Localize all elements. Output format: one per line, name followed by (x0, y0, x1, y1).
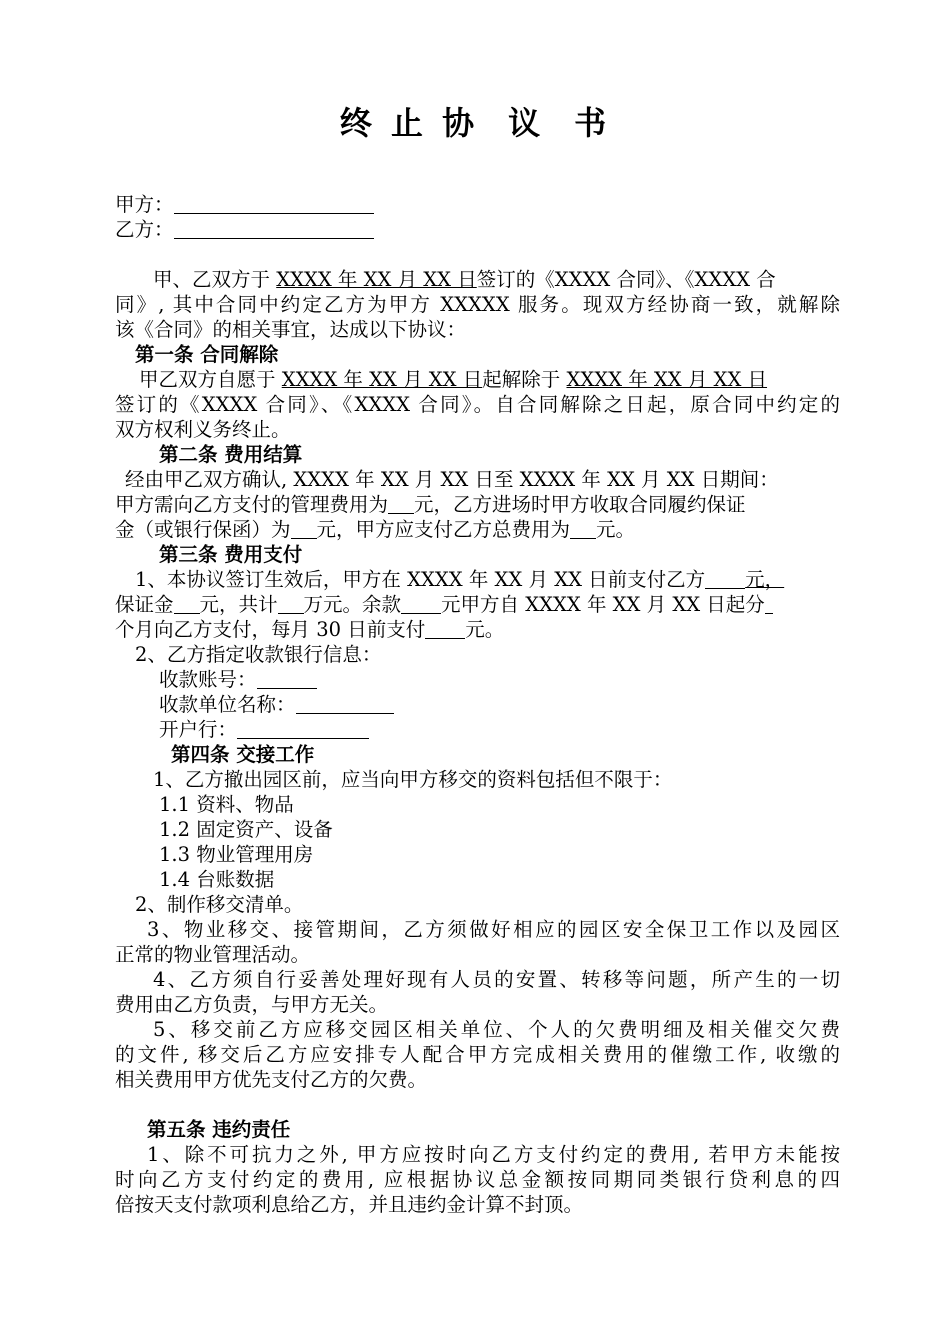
article-4-sub-3: 1.3 物业管理用房 (159, 843, 314, 866)
article-text: 甲方需向乙方支付的管理费用为 (115, 493, 389, 516)
article-4-item-1: 1、乙方撤出园区前，应当向甲方移交的资料包括但不限于： (153, 768, 673, 791)
bank-name-line (115, 717, 840, 742)
preamble-line-2: 同》, 其中合同中约定乙方为甲方 XXXXX 服务。现双方经协商一致，就解除 (115, 293, 840, 316)
article-4-item-3-line-2: 正常的物业管理活动。 (115, 943, 311, 966)
party-b-line (115, 217, 840, 242)
article-4-sub-2: 1.2 固定资产、设备 (159, 818, 333, 841)
bank-info-heading: 2、乙方指定收款银行信息： (135, 643, 382, 666)
article-text: 元， (745, 568, 785, 591)
bank-account-label: 收款账号： (159, 668, 257, 691)
article-4-item-5-line-1: 5、移交前乙方应移交园区相关单位、个人的欠费明细及相关催交欠费 (153, 1018, 840, 1041)
amount-blank (425, 619, 465, 639)
article-date: XXXX 年 XX 月 XX 日 (281, 368, 483, 391)
article-2-line-3 (115, 517, 840, 542)
bank-company-blank (296, 694, 394, 714)
article-1-heading: 第一条 合同解除 (135, 343, 279, 366)
bank-name-label: 开户行： (159, 718, 238, 741)
preamble-line-1 (115, 267, 840, 292)
article-text: 保证金 (115, 593, 174, 616)
bank-name-blank (237, 719, 369, 739)
article-1-line-1 (115, 367, 840, 392)
article-text: 1、本协议签订生效后，甲方在 XXXX 年 XX 月 XX 日前支付乙方 (135, 568, 706, 591)
article-3-line-3 (115, 617, 840, 642)
article-5-line-2: 时向乙方支付约定的费用, 应根据协议总金额按同期同类银行贷利息的四 (115, 1168, 840, 1191)
amount-blank (705, 569, 745, 589)
article-text: 元，甲方应支付乙方总费用为 (316, 518, 571, 541)
title-part-2: 议 (508, 104, 545, 142)
amount-blank (291, 519, 317, 539)
party-a-blank (174, 194, 374, 214)
article-text: 起解除于 (482, 368, 567, 391)
amount-blank (174, 594, 200, 614)
article-4-item-5-line-2: 的文件, 移交后乙方应安排专人配合甲方完成相关费用的催缴工作, 收缴的 (115, 1043, 840, 1066)
article-text: 元，乙方进场时甲方收取合同履约保证 (414, 493, 746, 516)
amount-blank (765, 594, 773, 614)
article-5-heading: 第五条 违约责任 (147, 1118, 291, 1141)
article-4-item-2: 2、制作移交清单。 (135, 893, 304, 916)
bank-company-label: 收款单位名称： (159, 693, 296, 716)
title-part-1: 终 止 协 (339, 104, 479, 142)
amount-blank (278, 594, 304, 614)
preamble-text: 签订的《XXXX 合同》、《XXXX 合 (476, 268, 776, 291)
article-4-heading: 第四条 交接工作 (171, 743, 315, 766)
article-text: 元。 (596, 518, 636, 541)
article-2-line-1: 经由甲乙双方确认, XXXX 年 XX 月 XX 日至 XXXX 年 XX 月 XX 日期间： (125, 468, 779, 491)
party-a-label: 甲方： (115, 193, 174, 216)
article-5-line-1: 1、除不可抗力之外, 甲方应按时向乙方支付约定的费用, 若甲方未能按 (147, 1143, 840, 1166)
bank-account-blank (257, 669, 317, 689)
bank-company-line (115, 692, 840, 717)
article-text: 万元。余款 (303, 593, 402, 616)
party-b-label: 乙方： (115, 218, 174, 241)
article-4-item-4-line-1: 4、乙方须自行妥善处理好现有人员的安置、转移等问题，所产生的一切 (153, 968, 840, 991)
article-4-item-3-line-1: 3、物业移交、接管期间，乙方须做好相应的园区安全保卫工作以及园区 (147, 918, 840, 941)
article-text: 元甲方自 XXXX 年 XX 月 XX 日起分 (441, 593, 765, 616)
document-body (115, 192, 840, 1217)
article-date: XXXX 年 XX 月 XX 日 (566, 368, 768, 391)
party-a-line (115, 192, 840, 217)
article-4-item-5-line-3: 相关费用甲方优先支付乙方的欠费。 (115, 1068, 428, 1091)
article-2-line-2 (115, 492, 840, 517)
amount-blank (388, 494, 414, 514)
article-3-line-2 (115, 592, 840, 617)
title-part-3: 书 (574, 104, 611, 142)
document-title (0, 98, 950, 144)
article-3-line-1 (115, 567, 840, 592)
article-2-heading: 第二条 费用结算 (159, 443, 303, 466)
article-text: 个月向乙方支付，每月 30 日前支付 (115, 618, 426, 641)
article-3-heading: 第三条 费用支付 (159, 543, 303, 566)
article-5-line-3: 倍按天支付款项利息给乙方，并且违约金计算不封顶。 (115, 1193, 584, 1216)
article-text: 金（或银行保函）为 (115, 518, 291, 541)
preamble-text: 甲、乙双方于 (153, 268, 277, 291)
article-1-line-3: 双方权利义务终止。 (115, 418, 291, 441)
preamble-line-3: 该《合同》的相关事宜，达成以下协议： (115, 318, 467, 341)
article-text: 元。 (465, 618, 505, 641)
amount-blank (401, 594, 441, 614)
article-text: 甲乙双方自愿于 (139, 368, 282, 391)
amount-blank (570, 519, 596, 539)
party-b-blank (174, 219, 374, 239)
article-4-item-4-line-2: 费用由乙方负责，与甲方无关。 (115, 993, 389, 1016)
article-4-sub-1: 1.1 资料、物品 (159, 793, 294, 816)
article-4-sub-4: 1.4 台账数据 (159, 868, 275, 891)
article-1-line-2: 签订的《XXXX 合同》、《XXXX 合同》。自合同解除之日起，原合同中约定的 (115, 393, 840, 416)
preamble-date: XXXX 年 XX 月 XX 日 (276, 268, 477, 291)
bank-account-line (115, 667, 840, 692)
article-text: 元，共计 (199, 593, 278, 616)
